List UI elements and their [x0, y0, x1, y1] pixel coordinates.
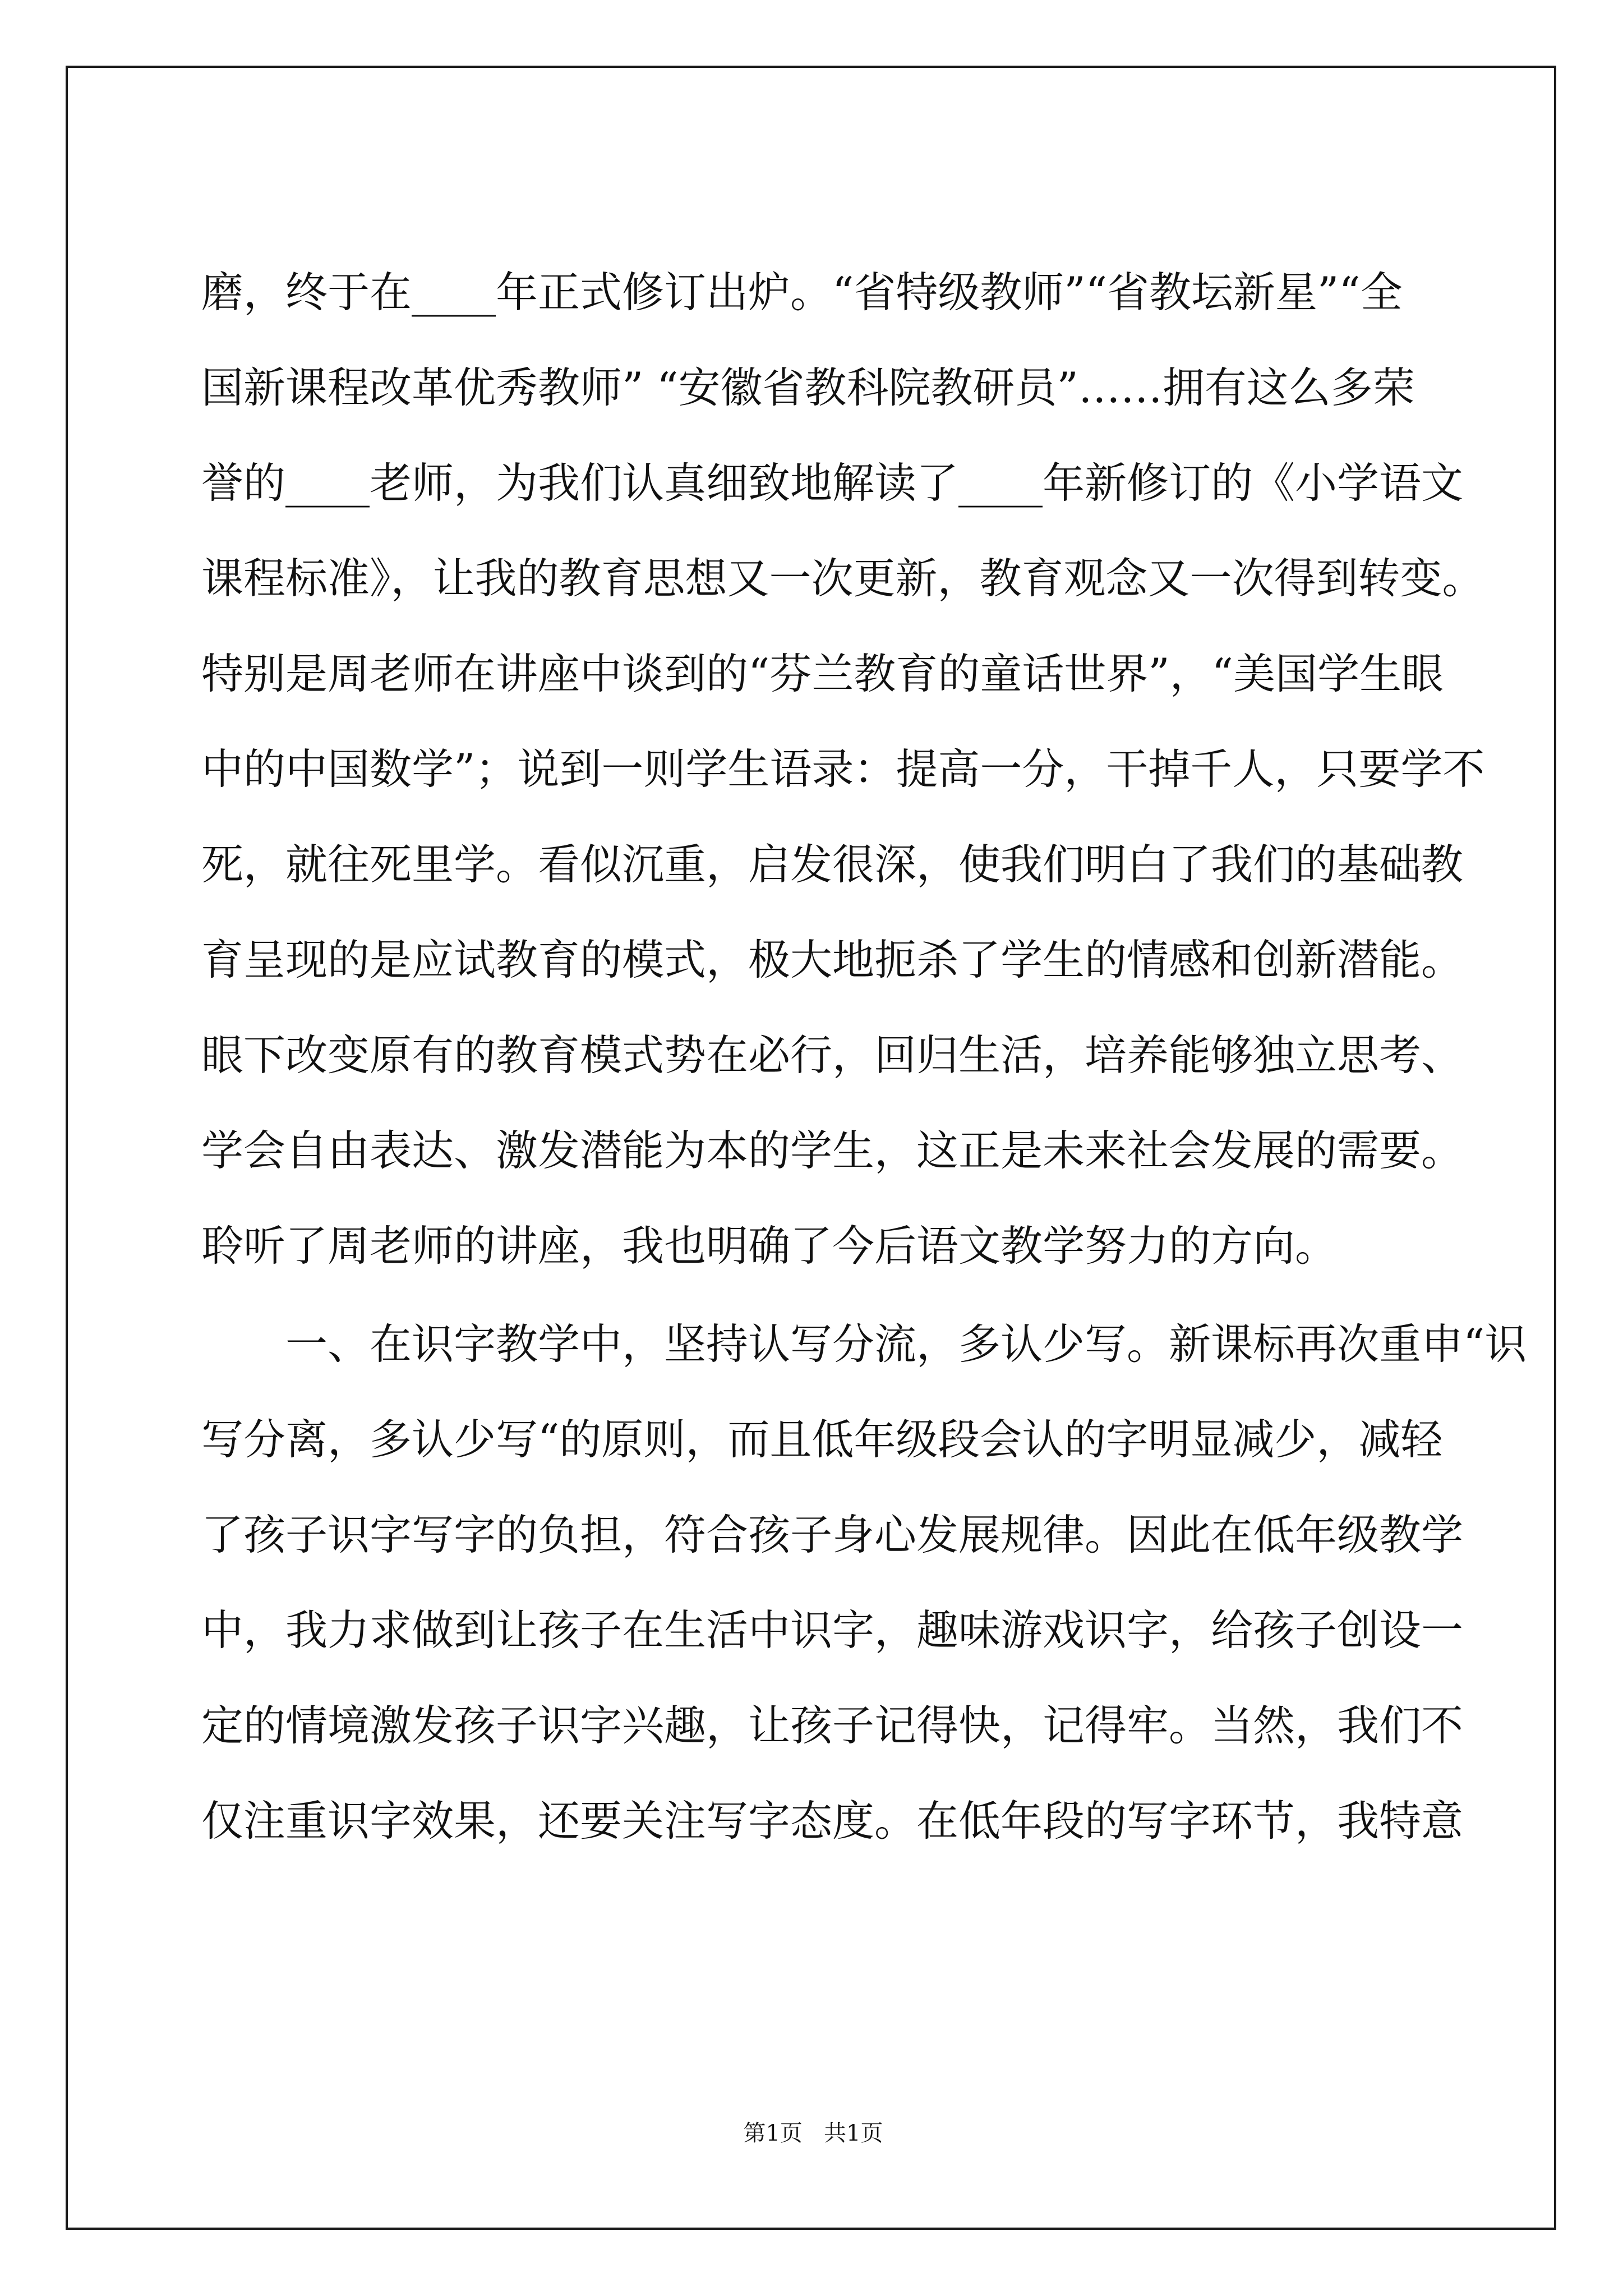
- text-line: 育呈现的是应试教育的模式，极大地扼杀了学生的情感和创新潜能。: [201, 935, 1464, 984]
- text-line: 定的情境激发孩子识字兴趣，让孩子记得快，记得牢。当然，我们不: [201, 1701, 1464, 1750]
- text-line: 死，就往死里学。看似沉重，启发很深，使我们明白了我们的基础教: [201, 840, 1464, 889]
- text-line: 写分离，多认少写“的原则，而且低年级段会认的字明显减少，减轻: [201, 1415, 1443, 1464]
- page-frame: [66, 66, 1556, 2230]
- text-line: 国新课程改革优秀教师” “安徽省教科院教研员”……拥有这么多荣: [201, 363, 1415, 412]
- text-line: 磨，终于在____年正式修订出炉。“省特级教师”“省教坛新星”“全: [201, 268, 1403, 317]
- text-line: 誉的____老师，为我们认真细致地解读了____年新修订的《小学语文: [201, 458, 1464, 508]
- text-line: 特别是周老师在讲座中谈到的“芬兰教育的童话世界”，“美国学生眼: [201, 649, 1444, 698]
- text-line: 聆听了周老师的讲座，我也明确了今后语文教学努力的方向。: [201, 1221, 1338, 1271]
- text-line: 眼下改变原有的教育模式势在必行，回归生活，培养能够独立思考、: [201, 1030, 1464, 1080]
- text-line: 中，我力求做到让孩子在生活中识字，趣味游戏识字，给孩子创设一: [201, 1605, 1464, 1655]
- text-line: 了孩子识字写字的负担，符合孩子身心发展规律。因此在低年级教学: [201, 1510, 1464, 1559]
- page-footer: 第1页 共1页: [743, 2120, 883, 2146]
- text-line: 课程标准》，让我的教育思想又一次更新，教育观念又一次得到转变。: [201, 554, 1484, 603]
- text-line: 仅注重识字效果，还要关注写字态度。在低年段的写字环节，我特意: [201, 1796, 1464, 1846]
- text-line: 一、在识字教学中，坚持认写分流，多认少写。新课标再次重申“识: [201, 1319, 1527, 1369]
- text-line: 学会自由表达、激发潜能为本的学生，这正是未来社会发展的需要。: [201, 1126, 1464, 1175]
- text-line: 中的中国数学”；说到一则学生语录：提高一分，干掉千人，只要学不: [201, 744, 1485, 794]
